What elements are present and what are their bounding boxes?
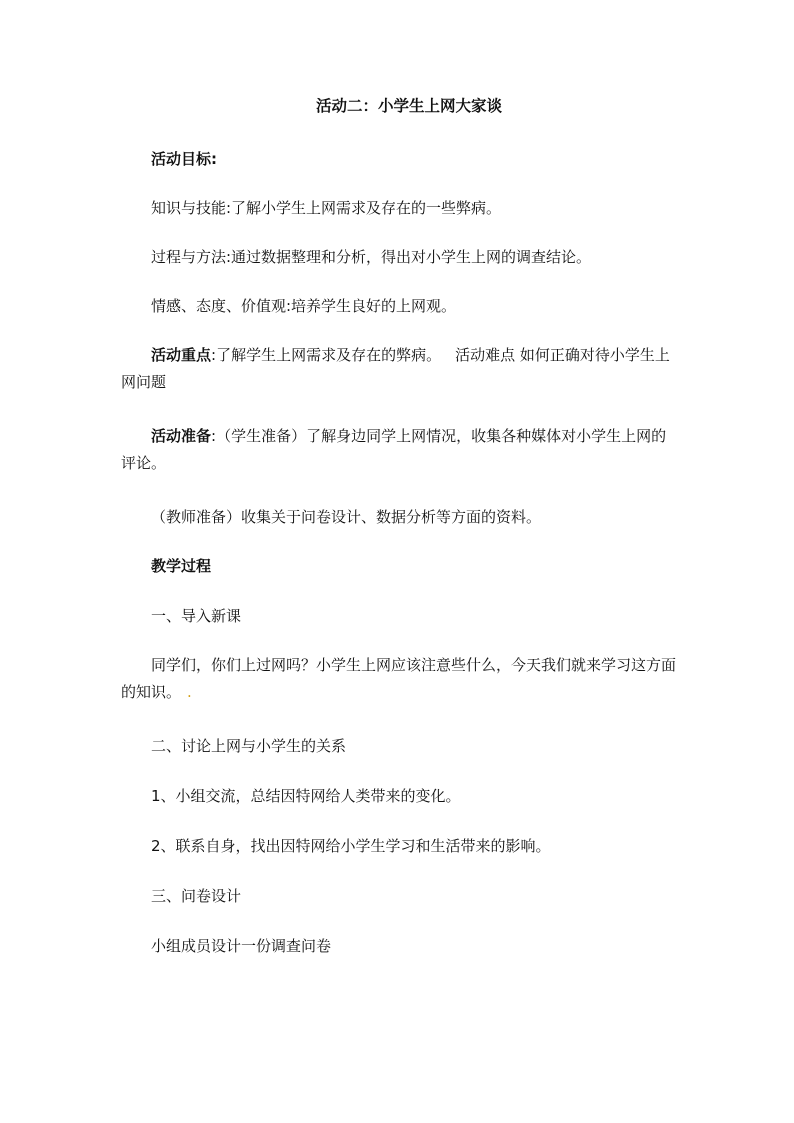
section1-text: 同学们，你们上过网吗？小学生上网应该注意些什么，今天我们就来学习这方面的知识。 [121, 656, 677, 701]
key-difficulty-paragraph [121, 342, 681, 396]
document-title: 活动二：小学生上网大家谈 [315, 97, 502, 115]
section1-mark: . [187, 683, 192, 701]
section3-text: 小组成员设计一份调查问卷 [151, 937, 332, 955]
goal-knowledge: 知识与技能:了解小学生上网需求及存在的一些弊病。 [151, 199, 502, 217]
section2-heading: 二、讨论上网与小学生的关系 [151, 737, 347, 755]
section2-item1: 1、小组交流，总结因特网给人类带来的变化。 [151, 787, 461, 805]
goal-process: 过程与方法:通过数据整理和分析，得出对小学生上网的调查结论。 [151, 248, 592, 266]
process-heading: 教学过程 [151, 557, 212, 575]
key-label: 活动重点 [151, 346, 212, 364]
section2-item2: 2、联系自身，找出因特网给小学生学习和生活带来的影响。 [151, 837, 551, 855]
prep-label: 活动准备 [151, 427, 212, 445]
section1-paragraph [121, 652, 681, 706]
goal-emotion: 情感、态度、价值观:培养学生良好的上网观。 [151, 297, 457, 315]
prep-teacher: （教师准备）收集关于问卷设计、数据分析等方面的资料。 [151, 508, 542, 526]
key-text: :了解学生上网需求及存在的弊病。 [211, 346, 442, 364]
prep-paragraph [121, 423, 681, 477]
difficulty-text: 活动难点 如何正确对待小学生上网问题 [121, 346, 670, 391]
prep-student: :（学生准备）了解身边同学上网情况，收集各种媒体对小学生上网的评论。 [121, 427, 667, 472]
section1-heading: 一、导入新课 [151, 607, 242, 625]
section3-heading: 三、问卷设计 [151, 887, 242, 905]
goal-heading: 活动目标: [151, 150, 217, 168]
